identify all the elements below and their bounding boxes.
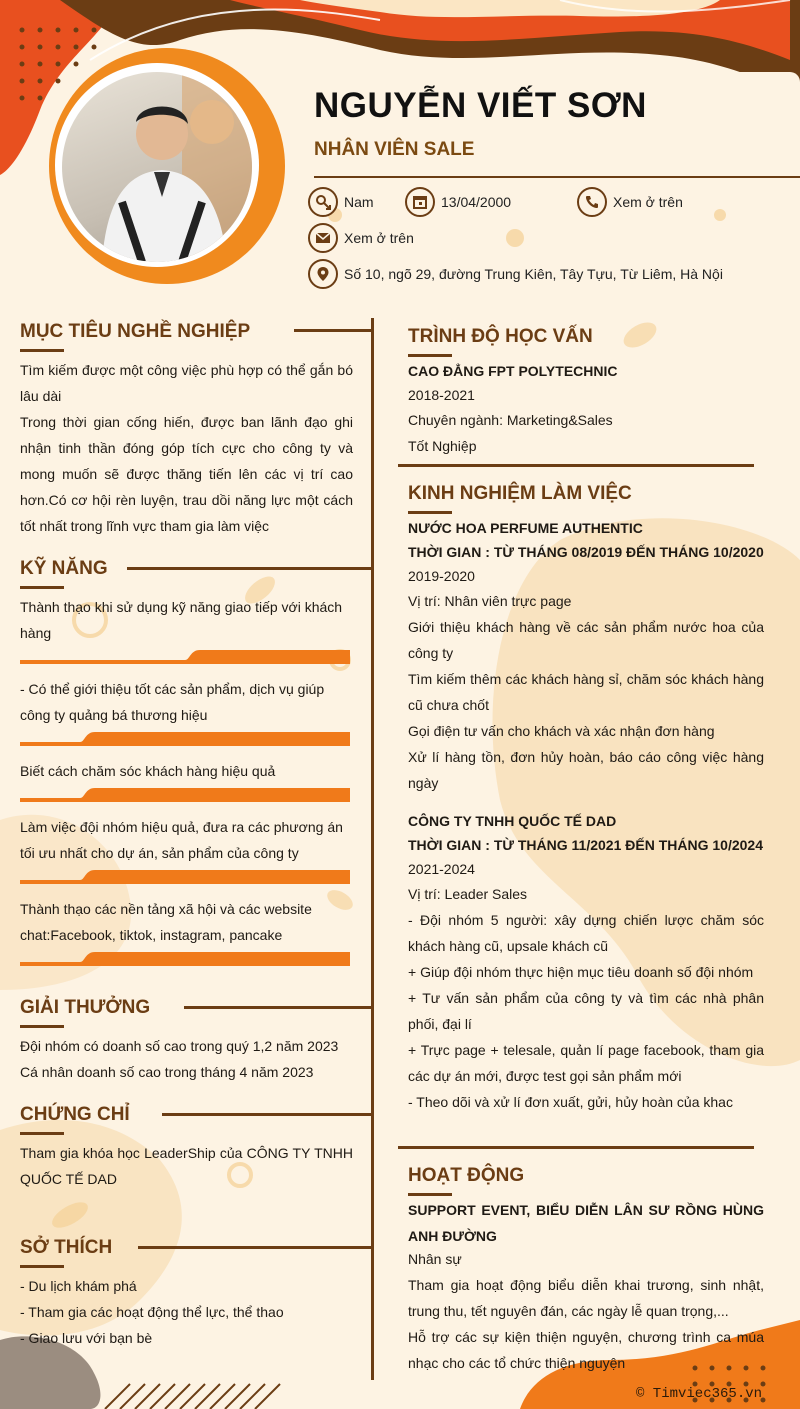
location-icon xyxy=(308,259,338,289)
award-item-2: Cá nhân doanh số cao trong tháng 4 năm 2023 xyxy=(20,1064,314,1080)
contact-phone xyxy=(577,187,683,217)
contact-gender xyxy=(308,187,374,217)
person-photo-icon xyxy=(62,72,252,262)
experience-underline xyxy=(408,511,452,514)
gender-icon xyxy=(308,187,338,217)
candidate-name: NGUYỄN VIẾT SƠN xyxy=(314,86,647,125)
activity-role: Nhân sự xyxy=(408,1251,462,1267)
contact-birthday xyxy=(405,187,511,217)
birthday-value: 13/04/2000 xyxy=(441,194,512,210)
job-2-position: Vị trí: Leader Sales xyxy=(408,886,528,902)
address-value: Số 10, ngõ 29, đường Trung Kiên, Tây Tựu, Từ Liêm, Hà Nội xyxy=(344,266,723,282)
education-result: Tốt Nghiệp xyxy=(408,438,477,454)
skill-bar-2 xyxy=(20,732,350,746)
skill-item-2: - Có thể giới thiệu tốt các sản phẩm, dịch vụ giúp công ty quảng bá thương hiệu xyxy=(20,681,325,723)
job-1-desc-1: Giới thiệu khách hàng về các sản phẩm nước hoa của công ty xyxy=(408,619,764,661)
education-title: TRÌNH ĐỘ HỌC VẤN xyxy=(408,326,593,347)
activities-underline xyxy=(408,1193,452,1196)
hobby-item-1: - Du lịch khám phá xyxy=(20,1278,137,1294)
skills-title-line xyxy=(127,567,372,570)
skill-bar-1 xyxy=(20,650,350,664)
activity-desc-1: Tham gia hoạt động biểu diễn khai trương, sinh nhật, trung thu, tết nguyên đán, các ngày lễ quan trọng,... xyxy=(408,1277,764,1319)
job-title: NHÂN VIÊN SALE xyxy=(314,139,475,160)
hobbies-underline xyxy=(20,1265,64,1268)
hobbies-title: SỞ THÍCH xyxy=(20,1237,113,1258)
education-bottom-line xyxy=(398,464,754,467)
job-2-company: CÔNG TY TNHH QUỐC TẾ DAD xyxy=(408,813,617,829)
phone-value: Xem ở trên xyxy=(613,194,683,210)
job-1-time: THỜI GIAN : TỪ THÁNG 08/2019 ĐẾN THÁNG 10/2020 xyxy=(408,544,764,560)
job-1-desc-2: Tìm kiếm thêm các khách hàng sỉ, chăm sóc khách hàng cũ chưa chốt xyxy=(408,671,764,713)
activities-title: HOẠT ĐỘNG xyxy=(408,1165,525,1186)
education-underline xyxy=(408,354,452,357)
skill-bar-4 xyxy=(20,870,350,884)
hobbies-title-line xyxy=(138,1246,372,1249)
skill-item-1: Thành thạo khi sử dụng kỹ năng giao tiếp với khách hàng xyxy=(20,599,343,641)
objective-title: MỤC TIÊU NGHỀ NGHIỆP xyxy=(20,321,251,342)
job-1-company: NƯỚC HOA PERFUME AUTHENTIC xyxy=(408,520,643,536)
column-divider xyxy=(371,318,374,1380)
job-1-years: 2019-2020 xyxy=(408,568,475,584)
contact-email xyxy=(308,223,414,253)
certificate-text: Tham gia khóa học LeaderShip của CÔNG TY TNHH QUỐC TẾ DAD xyxy=(20,1145,353,1187)
avatar xyxy=(62,72,252,262)
awards-title-line xyxy=(184,1006,372,1009)
awards-underline xyxy=(20,1025,64,1028)
experience-title: KINH NGHIỆM LÀM VIỆC xyxy=(408,483,632,504)
education-major: Chuyên ngành: Marketing&Sales xyxy=(408,412,613,428)
experience-bottom-line xyxy=(398,1146,754,1149)
job-2-desc-2: + Giúp đội nhóm thực hiện mục tiêu doanh số đội nhóm xyxy=(408,964,754,980)
job-2-desc-1: - Đội nhóm 5 người: xây dựng chiến lược chăm sóc khách hàng cũ, upsale khách cũ xyxy=(408,912,764,954)
certificates-underline xyxy=(20,1132,64,1135)
job-1-position: Vị trí: Nhân viên trực page xyxy=(408,593,572,609)
objective-title-line xyxy=(294,329,372,332)
education-years: 2018-2021 xyxy=(408,387,475,403)
objective-text-1: Tìm kiếm được một công việc phù hợp có thể gắn bó lâu dài xyxy=(20,362,353,404)
certificates-title-line xyxy=(162,1113,372,1116)
calendar-icon xyxy=(405,187,435,217)
email-value: Xem ở trên xyxy=(344,230,414,246)
skills-underline xyxy=(20,586,64,589)
hobby-item-2: - Tham gia các hoạt động thể lực, thể thao xyxy=(20,1304,284,1320)
activity-desc-2: Hỗ trợ các sự kiện thiện nguyện, chương trình ca múa nhạc cho các tổ chức thiện nguyện xyxy=(408,1329,764,1371)
skill-item-5: Thành thạo các nền tảng xã hội và các website chat:Facebook, tiktok, instagram, pancake xyxy=(20,901,312,943)
awards-title: GIẢI THƯỞNG xyxy=(20,997,151,1018)
header-divider xyxy=(314,176,800,178)
activity-event: SUPPORT EVENT, BIỂU DIỄN LÂN SƯ RỒNG HÙNG ANH ĐƯỜNG xyxy=(408,1202,764,1244)
skill-item-3: Biết cách chăm sóc khách hàng hiệu quả xyxy=(20,763,276,779)
education-school: CAO ĐẲNG FPT POLYTECHNIC xyxy=(408,363,618,379)
job-2-desc-3: + Tư vấn sản phẩm của công ty và tìm các nhà phân phối, đại lí xyxy=(408,990,764,1032)
email-icon xyxy=(308,223,338,253)
watermark: © Timviec365.vn xyxy=(636,1386,763,1402)
objective-text-2: Trong thời gian cống hiến, được ban lãnh đạo ghi nhận tinh thần đóng góp tích cực cho công ty và mong muốn sẽ được thăng tiến lên các vị trí cao hơn.Có cơ hội rèn luyện, trau dồi năng lực một cách tốt nhất trong lĩnh vực tham gia làm việc xyxy=(20,414,353,534)
job-2-desc-5: - Theo dõi và xử lí đơn xuất, gửi, hủy hoàn của khac xyxy=(408,1094,733,1110)
job-1-desc-4: Xử lí hàng tồn, đơn hủy hoàn, báo cáo công việc hàng ngày xyxy=(408,749,764,791)
skill-item-4: Làm việc đội nhóm hiệu quả, đưa ra các phương án tối ưu nhất cho dự án, sản phẩm của công ty xyxy=(20,819,343,861)
skill-bar-3 xyxy=(20,788,350,802)
contact-address xyxy=(308,259,723,289)
job-2-years: 2021-2024 xyxy=(408,861,475,877)
hobby-item-3: - Giao lưu với bạn bè xyxy=(20,1330,153,1346)
job-2-time: THỜI GIAN : TỪ THÁNG 11/2021 ĐẾN THÁNG 10/2024 xyxy=(408,837,763,853)
job-1-desc-3: Gọi điện tư vấn cho khách và xác nhận đơn hàng xyxy=(408,723,715,739)
skills-title: KỸ NĂNG xyxy=(20,558,108,579)
objective-underline xyxy=(20,349,64,352)
phone-icon xyxy=(577,187,607,217)
certificates-title: CHỨNG CHỈ xyxy=(20,1104,130,1125)
award-item-1: Đội nhóm có doanh số cao trong quý 1,2 năm 2023 xyxy=(20,1038,339,1054)
gender-value: Nam xyxy=(344,194,374,210)
job-2-desc-4: + Trực page + telesale, quản lí page facebook, tham gia các dự án mới, được test gọi sản phẩm mới xyxy=(408,1042,764,1084)
skill-bar-5 xyxy=(20,952,350,966)
